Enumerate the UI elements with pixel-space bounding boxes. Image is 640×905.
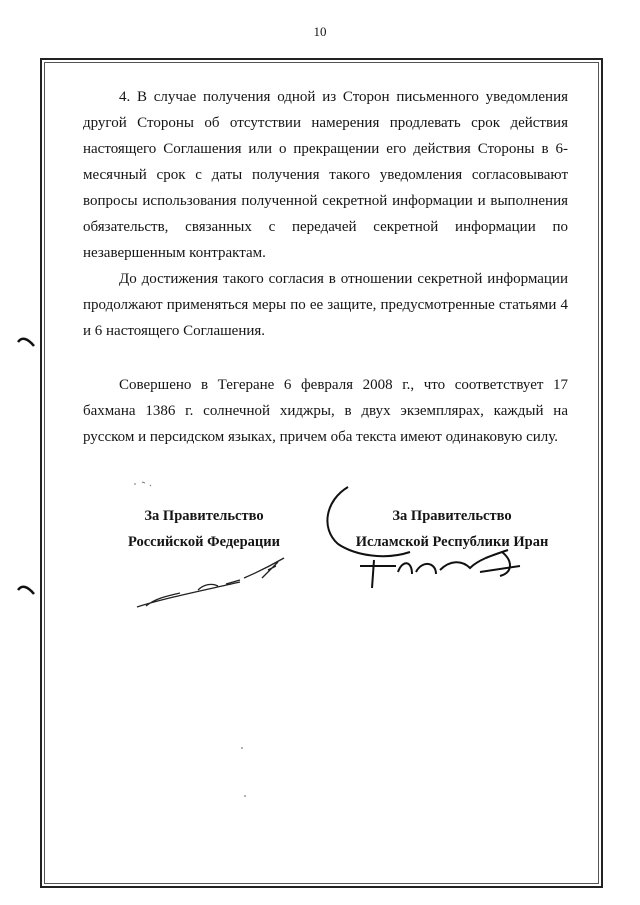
signature-block-russia <box>84 503 324 555</box>
document-body <box>83 84 568 450</box>
paragraph-protection-measures: До достижения такого согласия в отношении секретной информации продолжают применяться меры по ее защите, предусмотренные статьями 4 и 6 настоящего Соглашения. <box>83 271 568 339</box>
paragraph-done-at: Совершено в Тегеране 6 февраля 2008 г., что соответствует 17 бахмана 1386 г. солнечной хиджры, в двух экземплярах, каждый на русском и персидском языках, причем оба текста имеют одинаковую силу. <box>83 377 568 445</box>
signature-party: Исламской Республики Иран <box>355 534 549 550</box>
binding-mark-upper <box>18 339 34 346</box>
page-number: 10 <box>313 24 327 39</box>
signature-party: Российской Федерации <box>127 534 280 550</box>
signature-heading: За Правительство <box>392 508 512 524</box>
paragraph-termination-notice: 4. В случае получения одной из Сторон письменного уведомления другой Стороны об отсутствии намерения продлевать срок действия настоящего Соглашения или о прекращении его действия Стороны в 6-месячный срок с даты получения такого уведомления согласовывают вопросы использования полученной секретной информации и выполнения обязательств, связанных с передачей секретной информации по незавершенным контрактам. <box>83 89 568 261</box>
signature-block-iran <box>332 503 572 555</box>
signature-heading: За Правительство <box>144 508 264 524</box>
binding-mark-lower <box>18 587 34 594</box>
